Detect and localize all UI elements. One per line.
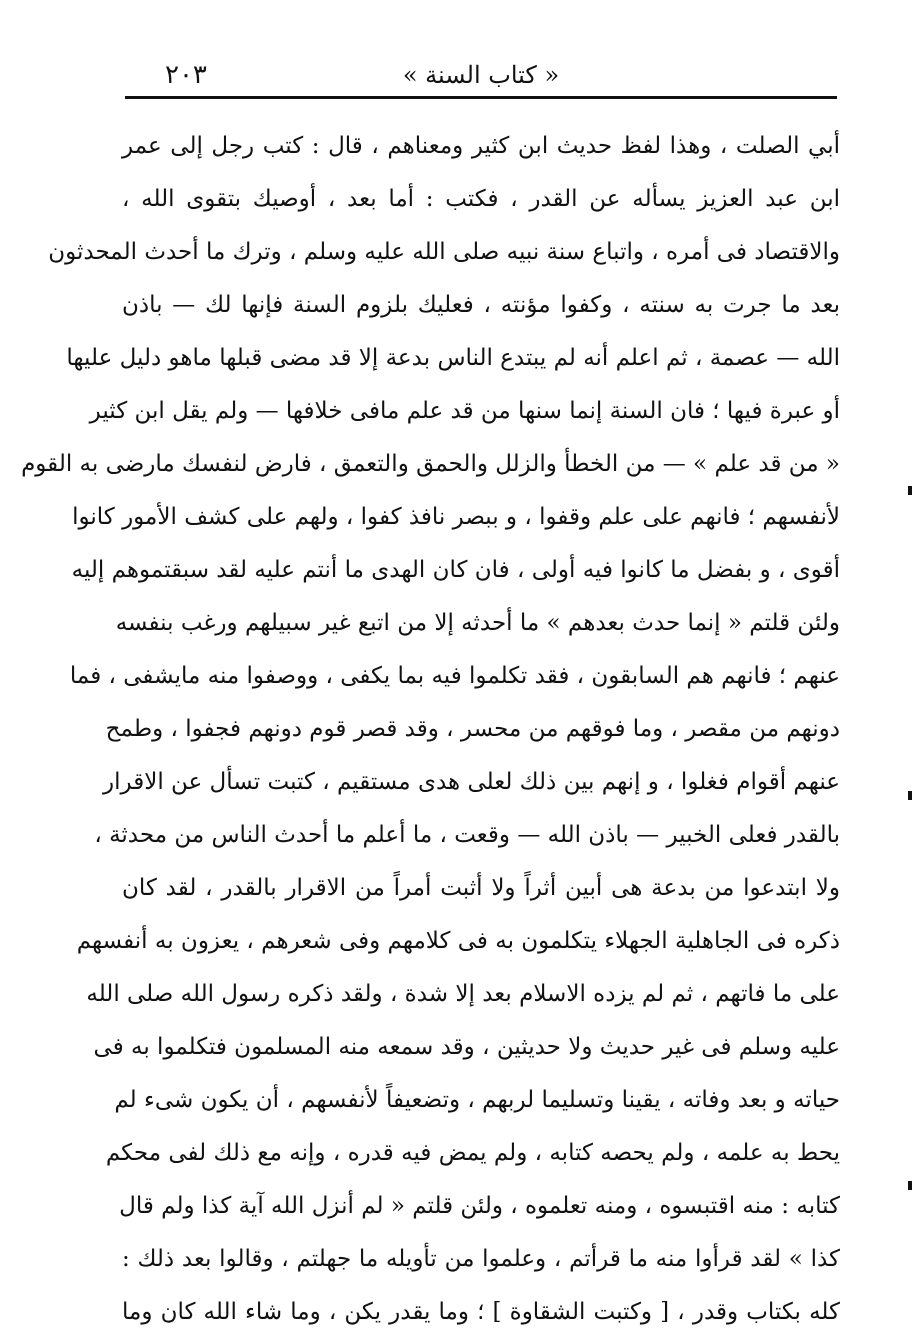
text-line: ولا ابتدعوا من بدعة هى أبين أثراً ولا أثبت أمراً من الاقرار بالقدر ، لقد كان (122, 875, 840, 901)
text-line: عليه وسلم فى غير حديث ولا حديثين ، وقد سمعه منه المسلمون فتكلموا به فى (93, 1034, 840, 1060)
text-line: أو عبرة فيها ؛ فان السنة إنما سنها من قد علم مافى خلافها — ولم يقل ابن كثير (89, 398, 840, 424)
text-line: أبي الصلت ، وهذا لفظ حديث ابن كثير ومعناهم ، قال : كتب رجل إلى عمر (122, 133, 840, 159)
running-title: « كتاب السنة » (402, 61, 560, 89)
page-number: ٢٠٣ (165, 60, 207, 90)
text-line: دونهم من مقصر ، وما فوقهم من محسر ، وقد قصر قوم دونهم فجفوا ، وطمح (105, 716, 840, 742)
text-line: عنهم أقوام فغلوا ، و إنهم بين ذلك لعلى هدى مستقيم ، كتبت تسأل عن الاقرار (103, 769, 840, 795)
body-text (21, 120, 840, 1339)
text-line: عنهم ؛ فانهم هم السابقون ، فقد تكلموا فيه بما يكفى ، ووصفوا منه مايشفى ، فما (69, 663, 840, 689)
text-line: بالقدر فعلى الخبير — باذن الله — وقعت ، ما أعلم ما أحدث الناس من محدثة ، (94, 822, 840, 848)
text-line: ابن عبد العزيز يسأله عن القدر ، فكتب : أما بعد ، أوصيك بتقوى الله ، (122, 186, 840, 212)
margin-mark (908, 486, 912, 495)
text-line: ذكره فى الجاهلية الجهلاء يتكلمون به فى كلامهم وفى شعرهم ، يعزون به أنفسهم (76, 928, 840, 954)
header-rule (125, 96, 837, 99)
text-line: بعد ما جرت به سنته ، وكفوا مؤنته ، فعليك بلزوم السنة فإنها لك — باذن (122, 292, 840, 318)
text-line: كله بكتاب وقدر ، [ وكتبت الشقاوة ] ؛ وما يقدر يكن ، وما شاء الله كان وما (122, 1299, 840, 1325)
text-line: والاقتصاد فى أمره ، واتباع سنة نبيه صلى الله عليه وسلم ، وترك ما أحدث المحدثون (48, 239, 840, 265)
margin-mark (908, 1181, 912, 1190)
text-line: ولئن قلتم « إنما حدث بعدهم » ما أحدثه إلا من اتبع غير سبيلهم ورغب بنفسه (115, 610, 840, 636)
text-line: أقوى ، و بفضل ما كانوا فيه أولى ، فان كان الهدى ما أنتم عليه لقد سبقتموهم إليه (71, 557, 840, 583)
text-line: لأنفسهم ؛ فانهم على علم وقفوا ، و ببصر نافذ كفوا ، ولهم على كشف الأمور كانوا (72, 504, 840, 530)
page-header (125, 52, 837, 96)
text-line: الله — عصمة ، ثم اعلم أنه لم يبتدع الناس بدعة إلا قد مضى قبلها ماهو دليل عليها (66, 345, 840, 371)
text-line: حياته و بعد وفاته ، يقينا وتسليما لربهم ، وتضعيفاً لأنفسهم ، أن يكون شىء لم (114, 1087, 840, 1113)
text-line: « من قد علم » — من الخطأ والزلل والحمق والتعمق ، فارض لنفسك مارضى به القوم (21, 451, 840, 477)
text-line: يحط به علمه ، ولم يحصه كتابه ، ولم يمض فيه قدره ، وإنه مع ذلك لفى محكم (105, 1140, 840, 1166)
margin-mark (908, 791, 912, 800)
text-line: على ما فاتهم ، ثم لم يزده الاسلام بعد إلا شدة ، ولقد ذكره رسول الله صلى الله (86, 981, 840, 1007)
text-line: كتابه : منه اقتبسوه ، ومنه تعلموه ، ولئن قلتم « لم أنزل الله آية كذا ولم قال (119, 1193, 840, 1219)
text-line: كذا » لقد قرأوا منه ما قرأتم ، وعلموا من تأويله ما جهلتم ، وقالوا بعد ذلك : (122, 1246, 840, 1272)
